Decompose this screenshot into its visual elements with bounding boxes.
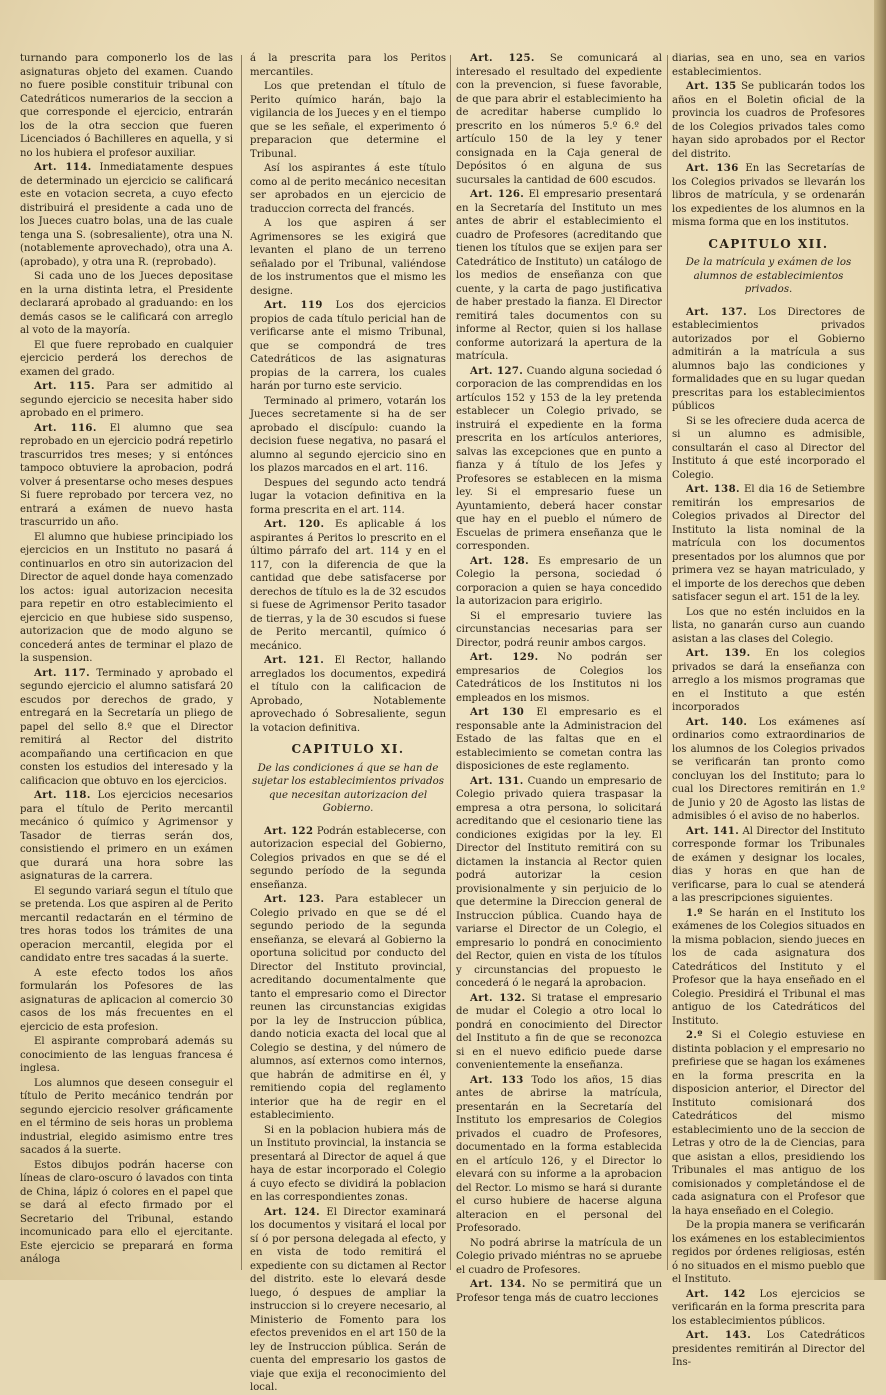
paragraph-text: Los Directores de establecimientos privados autorizados por el Gobierno admitirán a la matrícula a sus alumnos bajo las condiciones y formalidades que en su lugar quedan prescritas para los establecimientos públicos [672, 306, 866, 412]
paragraph-text: El alumno que sea reprobado en un ejercicio podrá repetirlo trascurridos tres meses; y si entónces tampoco obtuviere la aprobacion, podrá volver á presentarse ocho meses despues Si fuere reprobado por tercera vez, no entrará a exámen de nuevo hasta trascurrido un año. [20, 422, 233, 528]
paragraph [456, 706, 662, 774]
paragraph [20, 339, 233, 380]
article-label: 1.º [686, 907, 703, 919]
paragraph [456, 651, 662, 705]
paragraph-text: No se permitirá que un Profesor tenga más de cuatro lecciones [456, 1279, 662, 1304]
paragraph-text: Los ejercicios necesarios para el título de Perito mercantil mecánico ó químico y Agrimensor y Tasador de tierras serán dos, consistiendo el primero en un exámen que durará una hora sobre las asignaturas de la carrera. [20, 790, 233, 882]
column-3 [456, 52, 662, 1304]
column-2 [250, 52, 446, 1393]
paragraph-text: Se comunicará al interesado el resultado del expediente con la prevencion, si fuese favorable, de que para abrir el establecimiento ha de acreditar haberse cumplido lo prescrito en los números 5.º 6.º del artículo 150 de la ley y tener consignada en la Caja general de Depósitos ó en alguna de sus sucursales la cantidad de 600 escudos. [456, 53, 662, 186]
paragraph [672, 80, 865, 161]
article-label: Art. 118. [34, 790, 91, 801]
paragraph [456, 188, 662, 364]
paragraph [672, 1288, 865, 1329]
paragraph-text: Los ejercicios se verificarán en la forma prescrita para los establecimientos públicos. [672, 1288, 866, 1327]
article-label: Art. 138. [686, 484, 740, 495]
paragraph-text: Los exámenes así ordinarios como extraordinarios de los alumnos de los Colegios privados se verificarán tan pronto como concluyan los del Instituto; para lo cual los Directores remitirán en 1.º de Junio y 20 de Agosto las listas de admisibles ó el aviso de no haberlos. [672, 716, 865, 822]
paragraph [456, 1237, 662, 1278]
paragraph-text: El Director examinará los documentos y visitará el local por sí ó por persona delegada al efecto, y en vista de todo remitirá el expediente con su dictamen al Rector del distrito. este lo elevará desde luego, ó despues de ampliar la instruccion si lo creyere necesario, al Ministerio de Fomento para los efectos prevenidos en el art 150 de la ley de Instruccion pública. Serán de cuenta del empresario los gastos de viaje que exija el reconocimiento del local. [250, 1206, 446, 1393]
paragraph [456, 1278, 662, 1305]
article-label: Art. 120. [264, 519, 325, 530]
paragraph-text: No podrán ser empresarios de Colegios los Catedráticos de los Institutos ni los empleados en los mismos. [456, 652, 662, 704]
article-label: Art. 139. [686, 648, 751, 659]
paragraph-text: Los alumnos que deseen conseguir el título de Perito mecánico tendrán por segundo ejercicio resolver gráficamente en el término de seis horas un problema industrial, elegido asimismo entre tres sacados á la suerte. [20, 1077, 233, 1156]
paragraph-text: No podrá abrirse la matrícula de un Colegio privado miéntras no se apruebe el cuadro de Profesores. [456, 1237, 662, 1276]
column-rule [450, 55, 451, 1270]
article-label: Art. 141. [686, 825, 740, 837]
paragraph [250, 395, 446, 476]
article-label: Art. 117. [34, 667, 91, 679]
article-label: Art. 125. [470, 53, 535, 64]
article-label: Art. 135 [686, 81, 737, 92]
article-label: Art. 116. [34, 422, 97, 434]
paragraph [456, 52, 662, 187]
paragraph-text: á la prescrita para los Peritos mercantiles. [250, 53, 446, 78]
paragraph [456, 365, 662, 554]
paragraph [456, 775, 662, 991]
paragraph-text: Terminado y aprobado el segundo ejercicio el alumno satisfará 20 escudos por derechos de grado, y entregará en la Secretaría un pliego de papel del sello 8.º que el Director remitirá al Rector del distrito acompañando una certificacion en que consten los estudios del interesado y la calificacion que obtuvo en los ejercicios. [20, 667, 233, 787]
paragraph-text: El dia 16 de Setiembre remitirán los empresarios de Colegios privados al Director del Instituto la lista nominal de la matrícula con los documentos presentados por los alumnos que por primera vez se hayan matriculado, y el importe de los derechos que deben satisfacer segun el art. 151 de la ley. [672, 484, 865, 603]
paragraph [250, 217, 446, 298]
paragraph-text: Es aplicable á los aspirantes á Peritos lo prescrito en el último párrafo del art. 114 y en el 117, con la diferencia de que la cantidad que debe satisfacerse por derechos de título es la de 32 escudos si fuese de Agrimensor Perito tasador de tierras, y la de 30 escudos si fuese de Perito mercantil, químico ó mecánico. [250, 519, 446, 652]
paragraph-text: A los que aspiren á ser Agrimensores se les exigirá que levanten el plano de un terreno señalado por el Tribunal, valiéndose de los instrumentos que el mismo les designe. [250, 218, 446, 297]
paragraph-text: El que fuere reprobado en cualquier ejercicio perderá los derechos de examen del grado. [20, 339, 233, 378]
paragraph-text: El aspirante comprobará además su conocimiento de las lenguas francesa é inglesa. [20, 1036, 233, 1074]
article-label: Art. 133 [470, 1074, 524, 1086]
article-label: Art 130 [470, 707, 525, 718]
paragraph-text: Inmediatamente despues de determinado un ejercicio se calificará este en votacion secreta, a cuyo efecto distribuirá el presidente a cada uno de los Jueces cuatro bolas, una de las cuale tenga una S. (sobresaliente), otra una N. (notablemente aprovechado), otra una A. (aprobado), y otra una R. (reprobado). [20, 162, 233, 268]
paragraph-text: A este efecto todos los años formularán los Pofesores de las asignaturas de aplicacion al comercio 30 casos de los más frecuentes en el ejercicio de esta profesion. [20, 967, 233, 1033]
paragraph-text: Podrán establecerse, con autorizacion especial del Gobierno, Colegios privados en que se dé el segundo período de la segunda enseñanza. [250, 825, 446, 891]
paragraph [250, 518, 446, 653]
paragraph-text: Si tratase el empresario de mudar el Colegio a otro local lo pondrá en conocimiento del Director del Instituto a fin de que se reconozca si en el nuevo edificio puede darse convenientemente la enseñanza. [456, 992, 662, 1071]
paragraph-text: Para establecer un Colegio privado en que se dé el segundo periodo de la segunda enseñanza, se elevará al Gobierno la oportuna solicitud por conducto del Director del Instituto provincial, acreditando documentalmente que tanto el empresario como el Director reunen las circunstancias exigidas por la ley de Instruccion pública, dando noticia exacta del local que al Colegio se destina, y del número de alumnos, así externos como internos, que habrán de admitirse en él, y remitiendo copia del reglamento interior que ha de regir en el establecimiento. [250, 894, 446, 1121]
article-label: Art. 115. [34, 381, 95, 392]
paragraph [672, 825, 865, 906]
article-label: Art. 143. [686, 1330, 752, 1341]
paragraph-text: Si el Colegio estuviese en distinta poblacion y el empresario no prefiriese que se hagan los exámenes en la forma prescrita en la disposicion anterior, el Director del Instituto comisionará dos Catedráticos del mismo establecimiento uno de la seccion de Letras y otro de la de Ciencias, para que asistan a ellos, presidiendo los Tribunales el mas antiguo de los comisionados y completándose el de cada asignatura con el Profesor que la haya enseñado en el Colegio. [672, 1030, 865, 1217]
paragraph-text: Los que pretendan el título de Perito químico harán, bajo la vigilancia de los Jueces y en el tiempo que se les señale, el experimento ó preparacion que determine el Tribunal. [250, 81, 446, 160]
paragraph [672, 647, 865, 715]
column-rule [667, 55, 668, 1270]
paragraph [672, 483, 865, 605]
article-label: Art. 122 [264, 825, 314, 837]
paragraph-text: El empresario es el responsable ante la Administracion del Estado de las faltas que en el establecimiento se cometan contra las disposiciones de este reglamento. [456, 707, 662, 772]
paragraph [672, 716, 865, 824]
paragraph [672, 1029, 865, 1218]
paragraph [250, 162, 446, 216]
article-label: Art. 123. [264, 894, 325, 905]
article-label: Art. 119 [264, 300, 323, 311]
article-label: Art. 128. [470, 555, 530, 567]
paragraph [672, 606, 865, 647]
paragraph-text: El empresario presentará en la Secretaría del Instituto un mes antes de abrir el establecimiento el cuadro de Profesores (acreditando que tienen los títulos que se exijen para ser Catedrático de Instituto) un catálogo de los medios de enseñanza con que cuente, y la carta de pago justificativa de haber prestado la fianza. El Director remitirá tales documentos con su informe al Rector, quien si los hallase conforme autorizará la apertura de la matrícula. [456, 189, 662, 362]
paragraph [20, 52, 233, 160]
article-label: Art. 142 [686, 1288, 746, 1300]
paragraph [20, 667, 233, 789]
paragraph-text: El alumno que hubiese principiado los ejercicios en un Instituto no pasará á continuarlos en otro sin autorizacion del Director de aquel donde haya comenzado los actos: igual autorizacion necesita para repetir en otro establecimiento el ejercicio en que hubiese sido suspenso, autorizacion que de modo alguno se concederá antes de terminar el plazo de la suspension. [20, 531, 233, 664]
paragraph-text: Estos dibujos podrán hacerse con líneas de claro-oscuro ó lavados con tinta de China, lápiz ó colores en el papel que se dará al efecto firmado por el Secretario del Tribunal, estando incomunicado para ello el ejercitante. Este ejercicio se preparará en forma análoga [20, 1159, 233, 1265]
article-label: Art. 126. [470, 189, 525, 200]
paragraph [672, 162, 865, 230]
paragraph-text: Se publicarán todos los años en el Boletin oficial de la provincia los cuadros de Profesores de los Colegios privados tales como hayan sido aprobados por el Rector del distrito. [672, 81, 865, 160]
article-label: Art. 124. [264, 1206, 321, 1218]
paragraph [250, 52, 446, 79]
paragraph [20, 380, 233, 421]
paragraph-text: Si en la poblacion hubiera más de un Instituto provincial, la instancia se presentará al Director de aquel á que haya de estar incorporado el Colegio á cuyo efecto se dividirá la poblacion en las correspondientes zonas. [250, 1124, 446, 1203]
article-label: Art. 127. [470, 365, 524, 377]
article-label: 2.º [686, 1030, 703, 1041]
article-label: Art. 134. [470, 1279, 526, 1290]
article-label: Art. 131. [470, 775, 524, 787]
paragraph [20, 161, 233, 269]
paragraph [250, 654, 446, 735]
paragraph-text: Terminado al primero, votarán los Jueces secretamente si ha de ser aprobado el discípulo: cuando la decision fuese negativa, no pasará el alumno al segundo ejercicio sino en los plazos marcados en el art. 116. [250, 395, 446, 474]
paragraph-text: Los que no estén incluidos en la lista, no ganarán curso aun cuando asistan a las clases del Colegio. [672, 606, 865, 645]
column-rule [241, 55, 242, 1270]
paragraph-text: Se harán en el Instituto los exámenes de los Colegios situados en la misma poblacion, siendo jueces en los de cada asignatura dos Catedráticos del Instituto y el Profesor que la haya enseñado en el Colegio. Presidirá el Tribunal el mas antiguo de los Catedráticos del Instituto. [672, 907, 865, 1027]
paragraph [456, 992, 662, 1073]
chapter-11-title: CAPITULO XI. [291, 742, 405, 756]
article-label: Art. 136 [686, 163, 739, 174]
paragraph-text: En las Secretarías de los Colegios privados se llevarán los libros de matrícula, y se ordenarán los expedientes de los alumnos en la misma forma que en los institutos. [672, 163, 865, 228]
column-1 [20, 52, 233, 1274]
paragraph-text: El segundo variará segun el título que se pretenda. Los que aspiren al de Perito mercantil redactarán en el término de tres horas todos los trámites de una operacion mercantil, elegida por el candidato entre tres sacadas á la suerte. [20, 885, 233, 964]
article-label: Art. 129. [470, 652, 539, 663]
paragraph-text: El Rector, hallando arreglados los documentos, expedirá el título con la calificacion de Aprobado, Notablemente aprovechado ó Sobresaliente, segun la votacion definitiva. [250, 655, 446, 734]
paragraph [250, 1206, 446, 1395]
paragraph-text: Si cada uno de los Jueces depositase en la urna distinta letra, el Presidente declarará aprobado al graduando: en los demás casos se le calificará con arreglo al voto de la mayoría. [20, 271, 233, 336]
paragraph-text: turnando para componerlo los de las asignaturas objeto del examen. Cuando no fuere posible constituir tribunal con Catedráticos numerarios de la seccion a que corresponde el ejercicio, entrarán los de la otra seccion que fueren Licenciados ó Bachilleres en aquella, y si no los hubiera el profesor auxiliar. [20, 53, 233, 159]
paragraph [456, 610, 662, 651]
paragraph [20, 1035, 233, 1076]
paragraph-text: diarias, sea en uno, sea en varios establecimientos. [672, 53, 865, 78]
paragraph [20, 1159, 233, 1267]
paragraph [672, 1219, 865, 1287]
paragraph-text: Si el empresario tuviere las circunstancias necesarias para ser Director, podrá reunir ambos cargos. [456, 610, 662, 649]
article-label: Art. 137. [686, 306, 748, 318]
article-label: Art. 114. [34, 162, 92, 173]
paragraph-text: Los dos ejercicios propios de cada título pericial han de verificarse ante el mismo Tribunal, que se compondrá de tres Catedráticos de las asignaturas propias de la carrera, los cuales harán por turno este servicio. [250, 300, 446, 392]
paragraph-text: Es empresario de un Colegio la persona, sociedad ó corporacion a quien se haya concedido la autorizacion para erigirlo. [456, 555, 662, 607]
paragraph [456, 555, 662, 609]
paragraph-text: Así los aspirantes á este título como al de perito mecánico necesitan ser aprobados en un ejercicio de traduccion correcta del francés. [250, 163, 446, 215]
paragraph [250, 893, 446, 1123]
article-label: Art. 140. [686, 716, 748, 728]
paragraph [20, 422, 233, 530]
paragraph-text: Si se les ofreciere duda acerca de si un alumno es admisible, consultarán el caso al Director del Instituto á que esté incorporado el Colegio. [672, 415, 865, 481]
paragraph-text: Para ser admitido al segundo ejercicio se necesita haber sido aprobado en el primero. [20, 381, 234, 419]
paragraph [672, 52, 865, 79]
paragraph [20, 885, 233, 966]
paragraph-text: Cuando alguna sociedad ó corporacion de las comprendidas en los artículos 152 y 153 de la ley pretenda establecer un Colegio privado, se instruirá el expediente en la forma prescrita en los artículos anteriores, salvas las excepciones que en punto a fianza y á título de los Jefes y Profesores se establecen en la misma ley. Si el empresario fuese un Ayuntamiento, deberá hacer constar que hay en el pueblo el número de Escuelas de primera enseñanza que le corresponden. [456, 365, 662, 552]
article-label: Art. 121. [264, 655, 325, 666]
paragraph-text: Cuando un empresario de Colegio privado quiera traspasar la empresa a otra persona, lo solicitará acreditando que el cesionario tiene las condiciones exigidas por la ley. El Director del Instituto remitirá con su dictamen la instancia al Rector quien podrá autorizar la cesion provisionalmente y sin perjuicio de lo que determine la Direccion general de Instruccion pública. Cuando haya de variarse el Director de un Colegio, el empresario lo pondrá en conocimiento del Rector, quien en vista de los títulos y circunstancias del propuesto le concederá ó le negará la aprobacion. [456, 775, 662, 989]
paragraph [20, 270, 233, 338]
chapter-12-title: CAPITULO XII. [708, 236, 829, 251]
paragraph [672, 1329, 865, 1370]
paragraph [672, 415, 865, 483]
paragraph [672, 306, 865, 414]
chapter-12-subtitle: De la matrícula y exámen de los alumnos de establecimientos privados. [685, 257, 852, 295]
paragraph [20, 967, 233, 1035]
paragraph-text: Los Catedráticos presidentes remitirán al Director del Ins- [672, 1330, 865, 1368]
paragraph-text: En los colegios privados se dará la enseñanza con arreglo a los mismos programas que en el Instituto a que estén incorporados [672, 648, 865, 713]
paragraph-text: Despues del segundo acto tendrá lugar la votacion definitiva en la forma prescrita en el art. 114. [250, 477, 446, 516]
paragraph [250, 825, 446, 893]
paragraph [20, 531, 233, 666]
paragraph [250, 477, 446, 518]
page-edge-shadow [874, 0, 886, 1280]
article-label: Art. 132. [470, 992, 526, 1004]
paragraph-text: Todo los años, 15 dias antes de abrirse la matrícula, presentarán en la Secretaría del Instituto los empresarios de Colegios privados el cuadro de Profesores, documentado en la forma establecida en el artículo 126, y el Director lo elevará con su informe a la aprobacion del Rector. Lo mismo se hará si durante el curso hubiere de hacerse alguna alteracion en el personal del Profesorado. [456, 1074, 662, 1234]
paragraph [672, 907, 865, 1029]
paragraph-text: Al Director del Instituto corresponde formar los Tribunales de exámen y designar los locales, dias y horas en que han de verificarse, para lo cual se atenderá a las prescripciones siguientes. [672, 825, 865, 904]
paragraph [20, 1077, 233, 1158]
paragraph [250, 299, 446, 394]
paragraph [456, 1074, 662, 1236]
paragraph-text: De la propia manera se verificarán los exámenes en los establecimientos regidos por órdenes religiosas, estén ó no situados en el mismo pueblo que el Instituto. [672, 1220, 865, 1285]
paragraph [250, 1124, 446, 1205]
column-4 [672, 52, 866, 1368]
paragraph [250, 80, 446, 161]
chapter-11-subtitle: De las condiciones á que se han de sujetar los establecimientos privados que necesitan autorizacion del Gobierno. [252, 762, 444, 814]
paragraph [20, 789, 233, 884]
